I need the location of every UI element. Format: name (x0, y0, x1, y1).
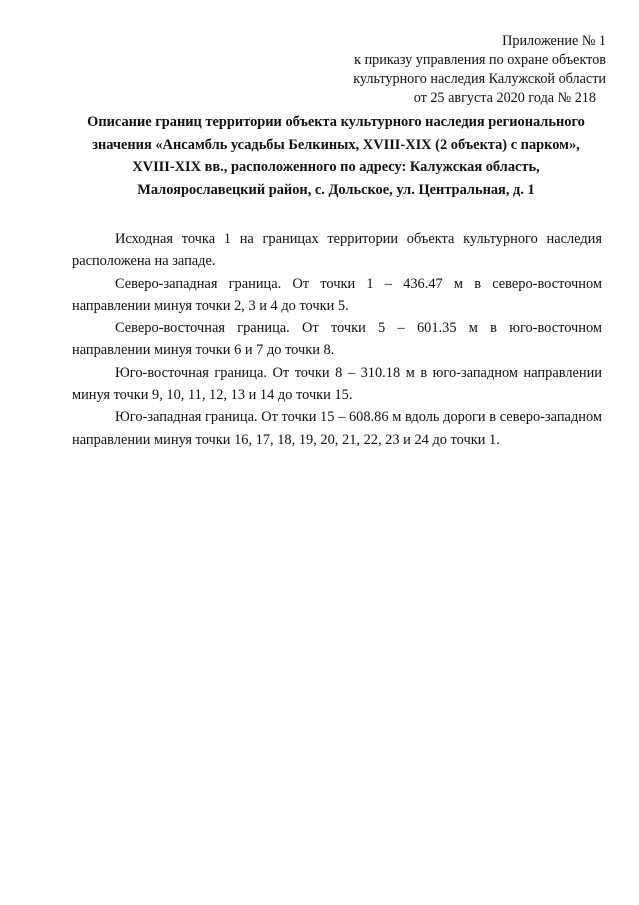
paragraph-southwest-border: Юго-западная граница. От точки 15 – 608.86 м вдоль дороги в северо-западном направлении минуя точки 16, 17, 18, 19, 20, 21, 22, 23 и 24 до точки 1. (72, 409, 602, 448)
document-body (72, 228, 602, 451)
document-title: Описание границ территории объекта культурного наследия регионального значения «Ансамбль усадьбы Белкиных, XVIII-XIX (2 объекта) с парком», XVIII-XIX вв., расположенного по адресу: Калужская область, Малоярославецкий район, с. Дольское, ул. Центральная, д. 1 (87, 114, 585, 198)
appendix-order-ref: к приказу управления по охране объектов (354, 52, 606, 68)
paragraph-northwest-border: Северо-западная граница. От точки 1 – 436.47 м в северо-восточном направлении минуя точки 2, 3 и 4 до точки 5. (72, 275, 602, 314)
paragraph-northeast-border: Северо-восточная граница. От точки 5 – 601.35 м в юго-восточном направлении минуя точки 6 и 7 до точки 8. (72, 320, 602, 359)
appendix-number: Приложение № 1 (502, 33, 606, 49)
appendix-date: от 25 августа 2020 года № 218 (413, 90, 596, 106)
appendix-header (276, 32, 606, 108)
paragraph-start-point: Исходная точка 1 на границах территории объекта культурного наследия расположена на западе. (72, 231, 602, 270)
paragraph-southeast-border: Юго-восточная граница. От точки 8 – 310.18 м в юго-западном направлении минуя точки 9, 10, 11, 12, 13 и 14 до точки 15. (72, 364, 602, 404)
appendix-authority: культурного наследия Калужской области (353, 71, 606, 87)
